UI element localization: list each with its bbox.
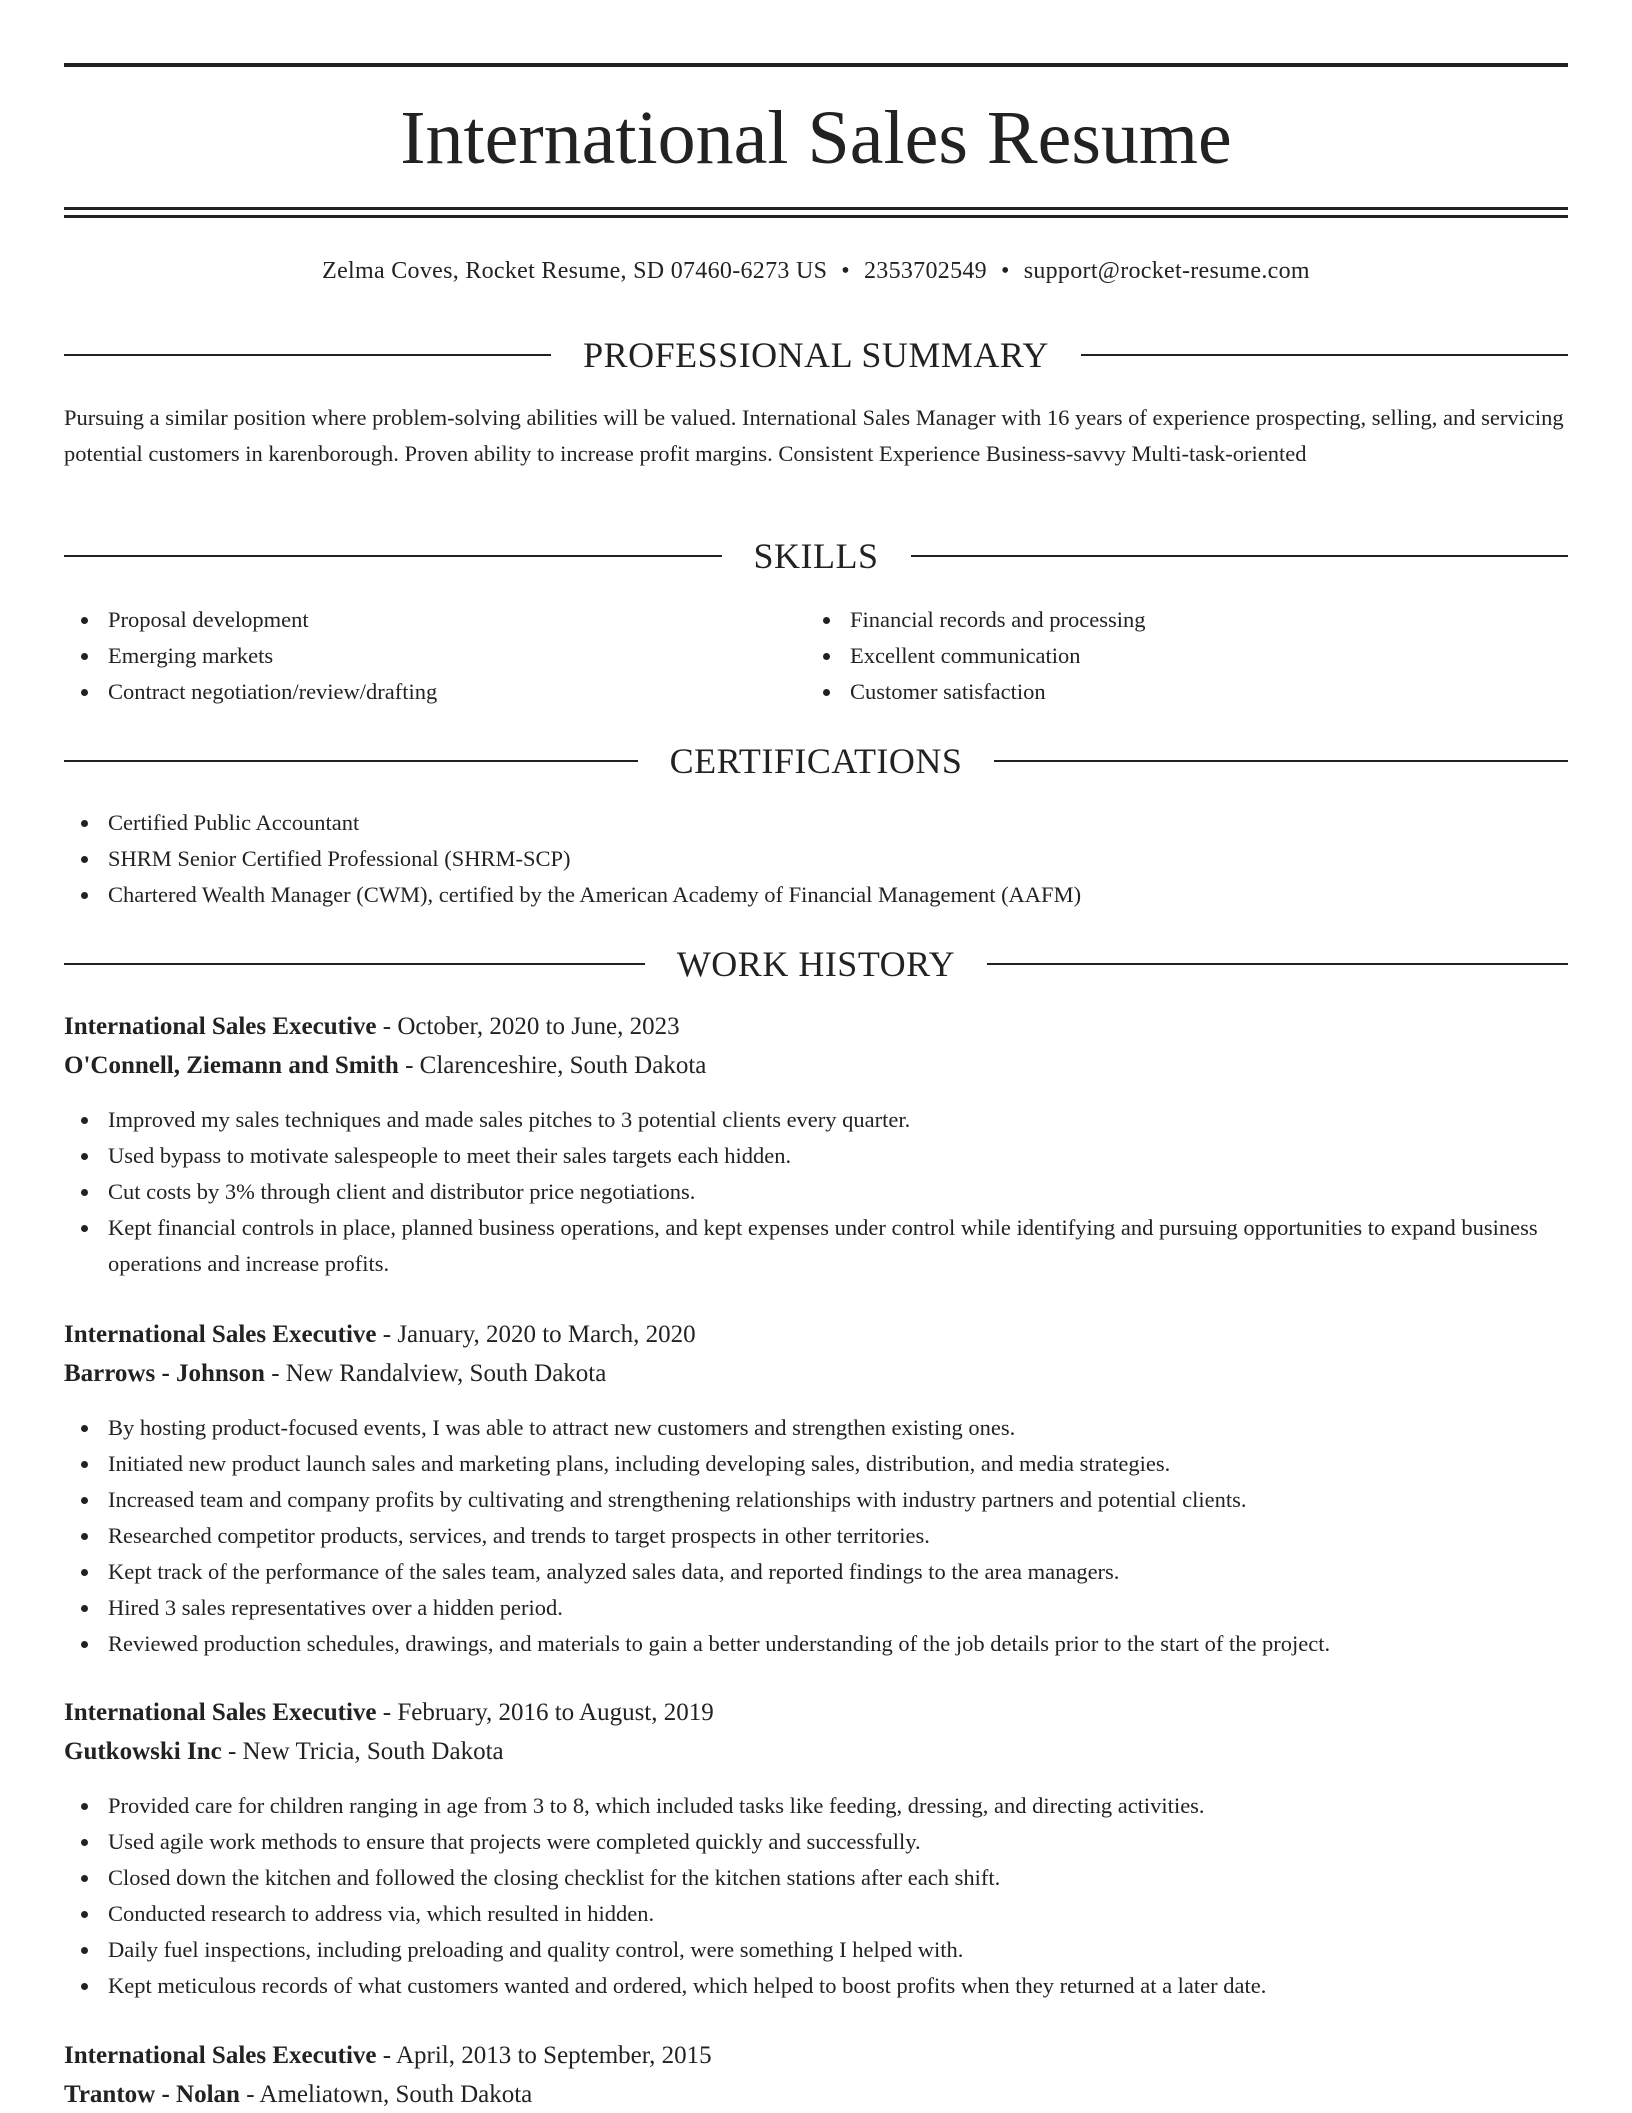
job-location: - New Randalview, South Dakota [264, 1360, 607, 1387]
job-dates: - January, 2020 to March, 2020 [376, 1321, 696, 1348]
job-bullet: Reviewed production schedules, drawings, and materials to gain a better understanding of the job details prior to the start of the project. [64, 1626, 1568, 1662]
job-dates: - April, 2013 to September, 2015 [376, 2042, 712, 2069]
job-company: Gutkowski Inc [64, 1738, 222, 1765]
job-bullet: Hired 3 sales representatives over a hidden period. [64, 1590, 1568, 1626]
job-bullet: Kept track of the performance of the sales team, analyzed sales data, and reported findings to the area managers. [64, 1554, 1568, 1590]
skill-item: Financial records and processing [806, 602, 1546, 638]
job-bullets [64, 1788, 1568, 2004]
summary-text: Pursuing a similar position where problem-solving abilities will be valued. International Sales Manager with 16 years of experience prospecting, selling, and servicing potential customers in karenborough. Proven ability to increase profit margins. Consistent Experience Business-savvy Multi-task-oriented [64, 405, 1564, 466]
job-title: International Sales Executive [64, 1321, 377, 1348]
certification-item: Chartered Wealth Manager (CWM), certified by the American Academy of Financial Management (AAFM) [64, 877, 1568, 913]
heading-rule-right [911, 555, 1569, 557]
section-heading-label: PROFESSIONAL SUMMARY [583, 335, 1049, 375]
resume-title: International Sales Resume [400, 96, 1232, 180]
job-bullets [64, 1102, 1568, 1282]
job-title: International Sales Executive [64, 2042, 377, 2069]
job-location: - Clarenceshire, South Dakota [398, 1052, 707, 1079]
contact-separator: • [1000, 258, 1010, 284]
section-heading-label: SKILLS [753, 536, 879, 576]
job-title-line [64, 1317, 1568, 1353]
heading-rule-left [64, 555, 722, 557]
heading-rule-right [994, 760, 1568, 762]
skill-item: Proposal development [64, 602, 804, 638]
job-bullet: Used bypass to motivate salespeople to meet their sales targets each hidden. [64, 1138, 1568, 1174]
job-title-line [64, 1695, 1568, 1731]
heading-rule-left [64, 963, 645, 965]
heading-rule-left [64, 760, 638, 762]
top-rule [64, 63, 1568, 67]
job-company-line [64, 1356, 1568, 1392]
section-heading-certifications [64, 739, 1568, 783]
job-bullets [64, 1410, 1568, 1662]
section-heading-label: CERTIFICATIONS [669, 741, 963, 781]
job-company-line [64, 2077, 1568, 2113]
job-bullet: By hosting product-focused events, I was able to attract new customers and strengthen existing ones. [64, 1410, 1568, 1446]
contact-separator: • [841, 258, 850, 284]
job-company-line [64, 1734, 1568, 1770]
job-title-line [64, 2038, 1568, 2074]
job-bullet: Used agile work methods to ensure that projects were completed quickly and successfully. [64, 1824, 1568, 1860]
job-bullet: Increased team and company profits by cultivating and strengthening relationships with industry partners and potential clients. [64, 1482, 1568, 1518]
job-bullet: Initiated new product launch sales and marketing plans, including developing sales, distribution, and media strategies. [64, 1446, 1568, 1482]
certification-item: SHRM Senior Certified Professional (SHRM-SCP) [64, 841, 1568, 877]
title-double-rule-upper [64, 207, 1568, 210]
skill-item: Contract negotiation/review/drafting [64, 674, 804, 710]
job-company: Barrows - Johnson [64, 1360, 265, 1387]
contact-email: support@rocket-resume.com [1023, 258, 1310, 284]
title-double-rule-lower [64, 215, 1568, 218]
job-bullet: Kept financial controls in place, planned business operations, and kept expenses under control while identifying and pursuing opportunities to expand business operations and increase profits. [64, 1210, 1568, 1282]
job-company: O'Connell, Ziemann and Smith [64, 1052, 399, 1079]
skills-list-right [806, 602, 1546, 710]
job-location: - Ameliatown, South Dakota [239, 2081, 533, 2108]
heading-rule-right [987, 963, 1568, 965]
heading-rule-right [1081, 354, 1568, 356]
job-title: International Sales Executive [64, 1013, 377, 1040]
section-heading-skills [64, 534, 1568, 578]
certifications-list [64, 805, 1568, 913]
heading-rule-left [64, 354, 551, 356]
skill-item: Excellent communication [806, 638, 1546, 674]
section-heading-label: WORK HISTORY [676, 944, 956, 984]
job-bullet: Provided care for children ranging in age from 3 to 8, which included tasks like feeding, dressing, and directing activities. [64, 1788, 1568, 1824]
job-bullet: Cut costs by 3% through client and distributor price negotiations. [64, 1174, 1568, 1210]
job-bullet: Improved my sales techniques and made sales pitches to 3 potential clients every quarter. [64, 1102, 1568, 1138]
job-bullet: Conducted research to address via, which resulted in hidden. [64, 1896, 1568, 1932]
job-company: Trantow - Nolan [64, 2081, 240, 2108]
job-dates: - February, 2016 to August, 2019 [376, 1699, 714, 1726]
job-company-line [64, 1048, 1568, 1084]
job-bullet: Researched competitor products, services, and trends to target prospects in other territories. [64, 1518, 1568, 1554]
contact-line [64, 254, 1568, 288]
job-bullet: Kept meticulous records of what customers wanted and ordered, which helped to boost profits when they returned at a later date. [64, 1968, 1568, 2004]
job-title-line [64, 1009, 1568, 1045]
skills-list-left [64, 602, 804, 710]
contact-phone: 2353702549 [863, 258, 987, 284]
skill-item: Emerging markets [64, 638, 804, 674]
job-bullet: Closed down the kitchen and followed the closing checklist for the kitchen stations after each shift. [64, 1860, 1568, 1896]
job-bullet: Daily fuel inspections, including preloading and quality control, were something I helped with. [64, 1932, 1568, 1968]
section-heading-summary [64, 333, 1568, 377]
certification-item: Certified Public Accountant [64, 805, 1568, 841]
job-location: - New Tricia, South Dakota [221, 1738, 504, 1765]
section-heading-work-history [64, 942, 1568, 986]
skill-item: Customer satisfaction [806, 674, 1546, 710]
job-title: International Sales Executive [64, 1699, 377, 1726]
job-dates: - October, 2020 to June, 2023 [376, 1013, 680, 1040]
contact-address: Zelma Coves, Rocket Resume, SD 07460-6273 US [322, 258, 828, 284]
